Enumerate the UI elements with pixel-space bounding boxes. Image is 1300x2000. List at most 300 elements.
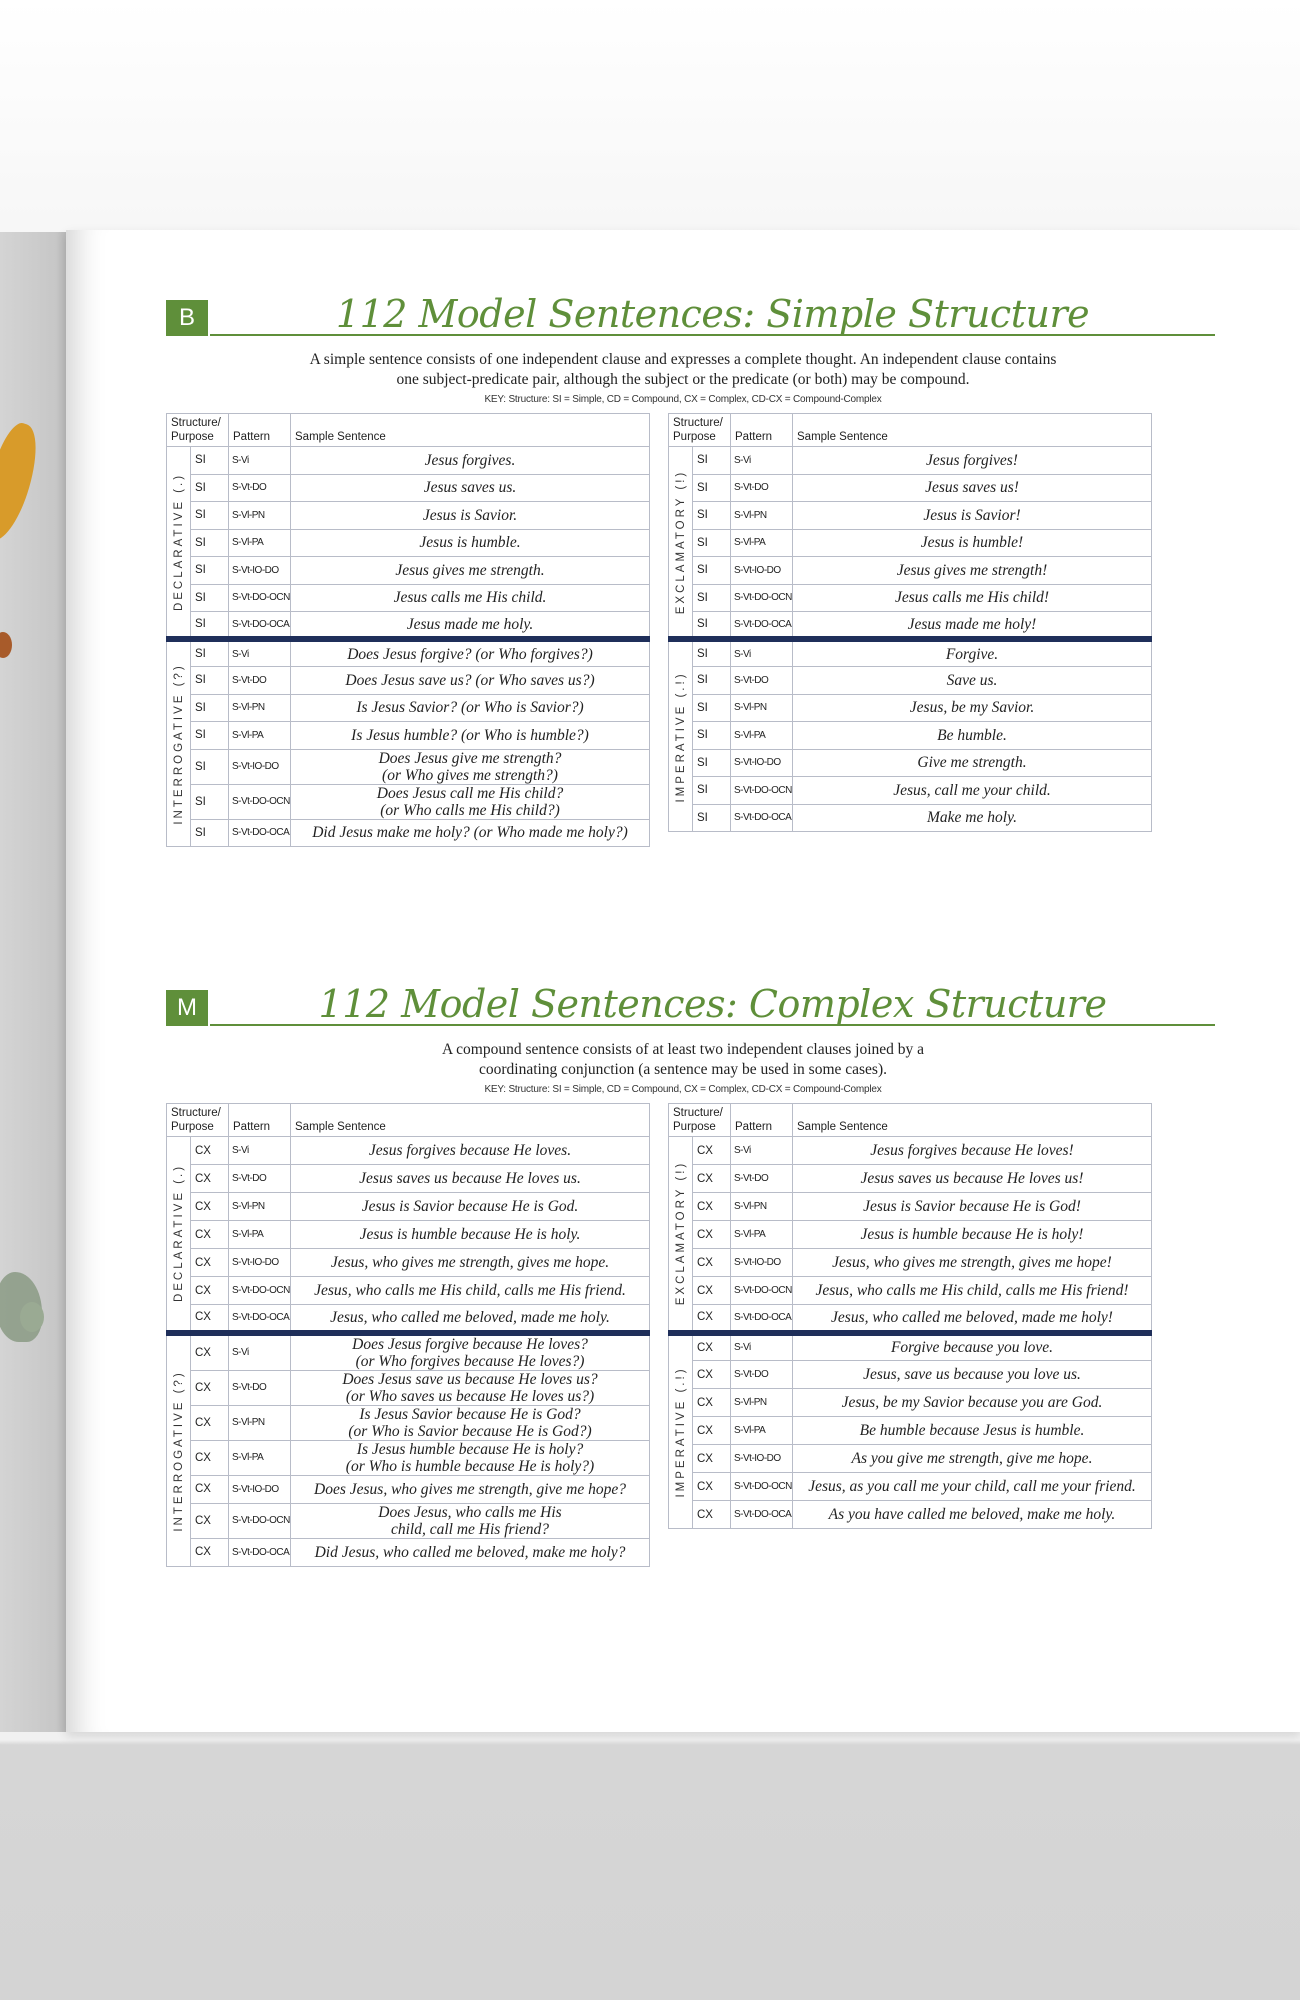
structure-cell: CX xyxy=(693,1249,731,1277)
structure-cell: CX xyxy=(191,1277,229,1305)
structure-cell: SI xyxy=(191,584,229,612)
table-row xyxy=(167,502,650,530)
table-row xyxy=(669,1389,1152,1417)
header-text: Structure/ xyxy=(673,1107,723,1119)
purpose-group-cell xyxy=(669,447,693,640)
structure-cell: SI xyxy=(191,749,229,784)
table-row xyxy=(669,1445,1152,1473)
pattern-cell: S-Vi xyxy=(229,1333,291,1371)
structure-cell: SI xyxy=(191,447,229,475)
table-row xyxy=(669,584,1152,612)
table-row xyxy=(167,1503,650,1538)
header-text: Structure/ xyxy=(171,417,221,429)
sentence-text: (or Who gives me strength?) xyxy=(382,766,558,784)
table-row xyxy=(167,749,650,784)
table-row xyxy=(669,667,1152,695)
simple-structure-section xyxy=(66,292,1300,973)
sentence-text: Jesus is humble because He is holy! xyxy=(860,1226,1084,1243)
left-page-edge xyxy=(0,232,66,1732)
table-row xyxy=(167,639,650,667)
header-text: Purpose xyxy=(171,1121,214,1133)
sentence-cell xyxy=(291,557,650,585)
structure-key: KEY: Structure: SI = Simple, CD = Compound, CX = Complex, CD-CX = Compound-Complex xyxy=(484,1084,882,1095)
sentence-text: Forgive because you love. xyxy=(890,1339,1054,1357)
sentence-text: Jesus, be my Savior because you are God. xyxy=(841,1394,1103,1411)
table-row xyxy=(167,557,650,585)
structure-cell: SI xyxy=(693,584,731,612)
sentence-cell xyxy=(793,1277,1152,1305)
purpose-label: DECLARATIVE (.) xyxy=(172,1164,185,1303)
table-row xyxy=(167,1221,650,1249)
pattern-cell: S-Vl-PA xyxy=(731,722,793,750)
pattern-cell: S-Vt-DO-OCA xyxy=(229,1305,291,1333)
structure-cell: SI xyxy=(693,529,731,557)
structure-cell: SI xyxy=(191,502,229,530)
sentence-text: Be humble because Jesus is humble. xyxy=(859,1422,1085,1439)
structure-cell: SI xyxy=(191,557,229,585)
pattern-cell: S-Vt-DO-OCN xyxy=(229,584,291,612)
title-underline xyxy=(210,1024,1215,1026)
sentence-cell xyxy=(291,612,650,640)
sentence-cell xyxy=(793,804,1152,832)
sentence-text: Jesus forgives because He loves! xyxy=(870,1142,1074,1159)
sentence-tables xyxy=(66,413,1300,973)
table-row xyxy=(669,1333,1152,1361)
sentence-text: Does Jesus save us because He loves us? xyxy=(342,1370,598,1388)
pattern-cell: S-Vi xyxy=(731,639,793,667)
sentence-cell xyxy=(793,1249,1152,1277)
sentence-cell xyxy=(793,1389,1152,1417)
structure-cell: SI xyxy=(693,612,731,640)
sentence-text: Is Jesus humble because He is holy? xyxy=(356,1440,584,1458)
table-row xyxy=(669,1193,1152,1221)
sentence-cell xyxy=(291,667,650,695)
sentence-text: Jesus, call me your child. xyxy=(893,781,1051,799)
sentence-text: Jesus calls me His child! xyxy=(894,589,1050,607)
table-row xyxy=(669,1137,1152,1165)
sentence-text: Jesus, who calls me His child, calls me His friend! xyxy=(815,1282,1129,1299)
table-row xyxy=(669,557,1152,585)
sentence-text: Make me holy. xyxy=(927,809,1017,827)
sentence-cell xyxy=(291,1370,650,1405)
structure-cell: CX xyxy=(191,1440,229,1475)
structure-cell: SI xyxy=(191,722,229,750)
table-row xyxy=(669,612,1152,640)
sentence-text: (or Who is humble because He is holy?) xyxy=(345,1457,595,1475)
sentence-text: As you give me strength, give me hope. xyxy=(851,1450,1093,1467)
table-row xyxy=(167,1538,650,1566)
pattern-cell: S-Vt-DO-OCA xyxy=(731,804,793,832)
table-row xyxy=(669,777,1152,805)
purpose-label: IMPERATIVE (.!) xyxy=(674,1366,687,1498)
table-row xyxy=(167,1305,650,1333)
structure-cell: SI xyxy=(191,819,229,847)
illustration-fragment xyxy=(0,632,12,658)
structure-cell: CX xyxy=(191,1193,229,1221)
header-text: Purpose xyxy=(673,1121,716,1133)
section-title: 112 Model Sentences: Complex Structure xyxy=(318,982,1107,1026)
structure-key: KEY: Structure: SI = Simple, CD = Compound, CX = Complex, CD-CX = Compound-Complex xyxy=(484,394,882,405)
table-row xyxy=(167,612,650,640)
sentence-text: Is Jesus humble? (or Who is humble?) xyxy=(351,726,589,744)
sentence-cell xyxy=(291,784,650,819)
pattern-cell: S-Vi xyxy=(731,1137,793,1165)
sentence-text: Jesus saves us because He loves us! xyxy=(860,1170,1084,1187)
table-row xyxy=(669,1249,1152,1277)
sentence-text: Is Jesus Savior because He is God? xyxy=(359,1405,581,1423)
pattern-cell: S-Vt-DO xyxy=(731,1361,793,1389)
section-description xyxy=(186,1040,1180,1080)
section-header xyxy=(66,292,1300,342)
table-row xyxy=(669,1305,1152,1333)
sentence-text: Jesus, as you call me your child, call me your friend. xyxy=(808,1478,1136,1495)
sentence-cell xyxy=(291,474,650,502)
structure-cell: CX xyxy=(693,1277,731,1305)
structure-cell: CX xyxy=(693,1361,731,1389)
sentence-text: Jesus made me holy! xyxy=(907,615,1037,633)
header-text: Purpose xyxy=(171,431,214,443)
sentence-text: child, call me His friend? xyxy=(391,1520,549,1538)
sentence-cell xyxy=(291,1249,650,1277)
structure-cell: CX xyxy=(191,1249,229,1277)
pattern-cell: S-Vt-DO-OCN xyxy=(229,1503,291,1538)
sentence-cell xyxy=(793,1305,1152,1333)
pattern-cell: S-Vi xyxy=(229,639,291,667)
description-line: A compound sentence consists of at least two independent clauses joined by a xyxy=(441,1041,925,1058)
pattern-cell: S-Vl-PA xyxy=(731,1417,793,1445)
sentence-cell xyxy=(793,1333,1152,1361)
table-row xyxy=(167,584,650,612)
structure-cell: SI xyxy=(693,474,731,502)
sentence-text: Does Jesus forgive because He loves? xyxy=(352,1335,588,1353)
structure-cell: CX xyxy=(693,1417,731,1445)
sentence-cell xyxy=(793,694,1152,722)
structure-cell: CX xyxy=(693,1389,731,1417)
sentence-text: Jesus is Savior because He is God. xyxy=(361,1198,579,1215)
table-row xyxy=(669,1165,1152,1193)
table-row xyxy=(167,1370,650,1405)
sentence-cell xyxy=(291,639,650,667)
sentence-text: Give me strength. xyxy=(917,754,1027,772)
sentence-cell xyxy=(793,1165,1152,1193)
structure-cell: SI xyxy=(693,722,731,750)
table-row xyxy=(669,1473,1152,1501)
table-row xyxy=(167,784,650,819)
pattern-cell: S-Vt-DO-OCN xyxy=(229,784,291,819)
sentence-text: Jesus gives me strength. xyxy=(395,561,545,579)
pattern-cell: S-Vt-DO-OCA xyxy=(229,612,291,640)
description-line: one subject-predicate pair, although the subject or the predicate (or both) may be compound. xyxy=(396,371,970,388)
table-row xyxy=(669,502,1152,530)
structure-cell: SI xyxy=(693,749,731,777)
header-text: Structure/ xyxy=(673,417,723,429)
sentence-text: Does Jesus give me strength? xyxy=(378,749,562,767)
sentence-cell xyxy=(793,1445,1152,1473)
sentence-cell xyxy=(793,529,1152,557)
table-row xyxy=(167,1193,650,1221)
table-row xyxy=(167,529,650,557)
pattern-cell: S-Vl-PN xyxy=(229,1405,291,1440)
structure-cell: SI xyxy=(191,474,229,502)
table-row xyxy=(167,474,650,502)
sentence-text: Jesus is humble! xyxy=(920,534,1024,552)
table-row xyxy=(669,639,1152,667)
sentence-text: (or Who saves us because He loves us?) xyxy=(345,1387,595,1405)
sentence-cell xyxy=(793,1221,1152,1249)
sentence-cell xyxy=(291,1305,650,1333)
table-row xyxy=(669,1417,1152,1445)
sentence-cell xyxy=(793,1473,1152,1501)
structure-cell: CX xyxy=(693,1137,731,1165)
structure-cell: CX xyxy=(693,1501,731,1529)
sentence-text: Jesus forgives! xyxy=(926,451,1018,469)
sentence-text: Jesus saves us. xyxy=(423,479,517,497)
pattern-cell: S-Vl-PA xyxy=(731,529,793,557)
purpose-label: INTERROGATIVE (?) xyxy=(172,1369,185,1532)
sentence-text: Jesus forgives. xyxy=(424,451,516,469)
illustration-fragment xyxy=(0,419,48,545)
sentence-cell xyxy=(291,1193,650,1221)
sentence-cell xyxy=(291,1165,650,1193)
pattern-cell: S-Vl-PN xyxy=(229,1193,291,1221)
pattern-cell: S-Vt-DO-OCA xyxy=(731,1305,793,1333)
pattern-cell: S-Vt-IO-DO xyxy=(731,749,793,777)
table-row xyxy=(167,1405,650,1440)
sentence-cell xyxy=(291,584,650,612)
illustration-fragment xyxy=(20,1302,44,1332)
table-header-row xyxy=(167,414,650,447)
structure-cell: SI xyxy=(693,804,731,832)
pattern-cell: S-Vt-DO-OCN xyxy=(731,1277,793,1305)
structure-purpose-header xyxy=(669,414,731,447)
pattern-cell: S-Vl-PN xyxy=(229,502,291,530)
structure-cell: SI xyxy=(693,447,731,475)
sentence-cell xyxy=(291,1538,650,1566)
sentence-text: Jesus, who gives me strength, gives me hope! xyxy=(832,1254,1112,1271)
pattern-cell: S-Vt-DO xyxy=(229,1370,291,1405)
sentence-cell xyxy=(291,1475,650,1503)
section-badge: M xyxy=(166,990,208,1026)
sentence-text: Jesus, who calls me His child, calls me His friend. xyxy=(314,1282,626,1299)
sentence-cell xyxy=(793,1361,1152,1389)
purpose-group-cell xyxy=(669,639,693,832)
pattern-cell: S-Vt-DO-OCN xyxy=(229,1277,291,1305)
structure-cell: SI xyxy=(693,502,731,530)
description-line: A simple sentence consists of one independent clause and expresses a complete thought. An independent clause contains xyxy=(309,351,1057,368)
pattern-cell: S-Vl-PA xyxy=(229,1440,291,1475)
description-line: coordinating conjunction (a sentence may be used in some cases). xyxy=(478,1061,888,1078)
table-row xyxy=(669,722,1152,750)
structure-cell: SI xyxy=(191,529,229,557)
sentence-cell xyxy=(793,612,1152,640)
table-row xyxy=(669,1361,1152,1389)
pattern-cell: S-Vt-DO xyxy=(229,667,291,695)
table-row xyxy=(669,804,1152,832)
structure-cell: CX xyxy=(191,1333,229,1371)
sentence-text: Does Jesus save us? (or Who saves us?) xyxy=(345,671,595,689)
sample-sentence-header: Sample Sentence xyxy=(793,414,1152,447)
sentence-cell xyxy=(291,502,650,530)
sentence-cell xyxy=(291,1440,650,1475)
pattern-header: Pattern xyxy=(229,414,291,447)
pattern-cell: S-Vl-PA xyxy=(731,1221,793,1249)
sentence-cell xyxy=(793,749,1152,777)
pattern-cell: S-Vl-PN xyxy=(731,1193,793,1221)
sentence-cell xyxy=(291,1221,650,1249)
structure-cell: CX xyxy=(191,1405,229,1440)
structure-cell: CX xyxy=(191,1221,229,1249)
sentence-cell xyxy=(291,1405,650,1440)
structure-cell: CX xyxy=(693,1305,731,1333)
sentence-cell xyxy=(291,749,650,784)
sentence-text: Does Jesus, who calls me His xyxy=(378,1503,562,1521)
sentence-text: Jesus is Savior because He is God! xyxy=(863,1198,1081,1215)
pattern-cell: S-Vt-DO-OCN xyxy=(731,584,793,612)
sentence-text: Jesus saves us because He loves us. xyxy=(359,1170,581,1187)
purpose-label: EXCLAMATORY (!) xyxy=(674,1161,687,1306)
pattern-cell: S-Vt-IO-DO xyxy=(229,557,291,585)
sentence-cell xyxy=(793,777,1152,805)
structure-cell: SI xyxy=(191,667,229,695)
pattern-cell: S-Vt-IO-DO xyxy=(229,1249,291,1277)
purpose-label: IMPERATIVE (.!) xyxy=(674,670,687,803)
sentence-cell xyxy=(291,1277,650,1305)
title-underline xyxy=(210,334,1215,336)
sentence-text: Did Jesus, who called me beloved, make me holy? xyxy=(314,1543,626,1561)
pattern-cell: S-Vt-DO-OCN xyxy=(731,777,793,805)
pattern-cell: S-Vt-DO-OCA xyxy=(229,1538,291,1566)
sentence-text: Jesus, who gives me strength, gives me hope. xyxy=(330,1254,610,1271)
sentence-text: Jesus forgives because He loves. xyxy=(368,1142,572,1159)
sentence-text: (or Who forgives because He loves?) xyxy=(355,1352,585,1370)
pattern-cell: S-Vt-IO-DO xyxy=(731,557,793,585)
pattern-cell: S-Vi xyxy=(229,447,291,475)
sentence-text: Does Jesus call me His child? xyxy=(376,784,564,802)
structure-cell: SI xyxy=(191,639,229,667)
table-row xyxy=(167,1475,650,1503)
purpose-label: EXCLAMATORY (!) xyxy=(674,469,687,614)
pattern-cell: S-Vt-DO xyxy=(731,474,793,502)
structure-cell: CX xyxy=(693,1165,731,1193)
header-text: Purpose xyxy=(673,431,716,443)
table-row xyxy=(669,474,1152,502)
sentence-cell xyxy=(793,584,1152,612)
sentence-cell xyxy=(291,722,650,750)
sentence-text: Jesus gives me strength! xyxy=(896,561,1048,579)
structure-cell: CX xyxy=(191,1137,229,1165)
sentence-text: Forgive. xyxy=(945,645,999,663)
sentence-text: Did Jesus make me holy? (or Who made me holy?) xyxy=(312,824,628,842)
sentence-text: Save us. xyxy=(946,671,998,689)
structure-cell: CX xyxy=(693,1221,731,1249)
structure-cell: CX xyxy=(191,1165,229,1193)
structure-cell: CX xyxy=(693,1333,731,1361)
pattern-header: Pattern xyxy=(731,414,793,447)
table-row xyxy=(669,694,1152,722)
pattern-cell: S-Vt-IO-DO xyxy=(731,1249,793,1277)
structure-cell: CX xyxy=(693,1473,731,1501)
sentence-cell xyxy=(291,694,650,722)
purpose-group-cell xyxy=(669,1333,693,1529)
sample-sentence-header: Sample Sentence xyxy=(291,1104,650,1137)
pattern-cell: S-Vl-PA xyxy=(229,722,291,750)
structure-cell: SI xyxy=(693,777,731,805)
sentence-text: Does Jesus, who gives me strength, give me hope? xyxy=(314,1480,626,1498)
structure-purpose-header xyxy=(167,1104,229,1137)
purpose-label: INTERROGATIVE (?) xyxy=(172,663,185,825)
pattern-cell: S-Vt-DO-OCA xyxy=(731,1501,793,1529)
pattern-cell: S-Vt-DO xyxy=(731,1165,793,1193)
pattern-cell: S-Vi xyxy=(229,1137,291,1165)
structure-cell: CX xyxy=(191,1370,229,1405)
sample-sentence-header: Sample Sentence xyxy=(793,1104,1152,1137)
sentence-text: Jesus calls me His child. xyxy=(393,589,547,607)
pattern-cell: S-Vt-DO xyxy=(229,474,291,502)
purpose-group-cell xyxy=(167,639,191,847)
sentence-cell xyxy=(793,557,1152,585)
sentence-text: Be humble. xyxy=(937,726,1007,744)
purpose-group-cell xyxy=(167,447,191,640)
table-row xyxy=(167,1249,650,1277)
structure-purpose-header xyxy=(669,1104,731,1137)
sentence-cell xyxy=(291,1137,650,1165)
structure-cell: SI xyxy=(693,639,731,667)
sentence-text: Jesus made me holy. xyxy=(406,615,534,633)
sentence-text: Jesus, save us because you love us. xyxy=(863,1366,1081,1383)
table-row xyxy=(167,447,650,475)
structure-cell: SI xyxy=(693,667,731,695)
pattern-cell: S-Vi xyxy=(731,447,793,475)
sentence-tables xyxy=(66,1103,1300,1663)
sample-sentence-header: Sample Sentence xyxy=(291,414,650,447)
sentence-table-right xyxy=(668,413,1152,832)
sentence-cell xyxy=(291,1333,650,1371)
book-page xyxy=(66,230,1300,1732)
structure-cell: CX xyxy=(693,1445,731,1473)
table-row xyxy=(167,1333,650,1371)
pattern-cell: S-Vt-DO-OCA xyxy=(229,819,291,847)
sentence-text: Jesus is humble because He is holy. xyxy=(359,1226,581,1243)
pattern-cell: S-Vi xyxy=(731,1333,793,1361)
purpose-group-cell xyxy=(167,1137,191,1333)
pattern-cell: S-Vt-DO-OCA xyxy=(731,612,793,640)
structure-cell: SI xyxy=(693,557,731,585)
sentence-text: Jesus, be my Savior. xyxy=(909,699,1035,717)
sentence-cell xyxy=(793,1193,1152,1221)
sentence-text: (or Who calls me His child?) xyxy=(380,801,560,819)
structure-cell: CX xyxy=(191,1475,229,1503)
pattern-cell: S-Vt-DO xyxy=(731,667,793,695)
sentence-text: (or Who is Savior because He is God?) xyxy=(348,1422,592,1440)
purpose-label: DECLARATIVE (.) xyxy=(172,472,185,611)
purpose-group-cell xyxy=(669,1137,693,1333)
section-title: 112 Model Sentences: Simple Structure xyxy=(335,292,1090,336)
structure-cell: CX xyxy=(191,1305,229,1333)
pattern-cell: S-Vl-PN xyxy=(731,694,793,722)
sentence-table-left xyxy=(166,1103,650,1567)
table-row xyxy=(167,667,650,695)
table-header-row xyxy=(167,1104,650,1137)
sentence-cell xyxy=(793,502,1152,530)
sentence-cell xyxy=(793,474,1152,502)
structure-purpose-header xyxy=(167,414,229,447)
table-row xyxy=(167,1165,650,1193)
sentence-text: Jesus, who called me beloved, made me holy! xyxy=(831,1308,1113,1326)
sentence-cell xyxy=(793,1417,1152,1445)
pattern-header: Pattern xyxy=(229,1104,291,1137)
structure-cell: CX xyxy=(191,1503,229,1538)
structure-cell: SI xyxy=(191,694,229,722)
